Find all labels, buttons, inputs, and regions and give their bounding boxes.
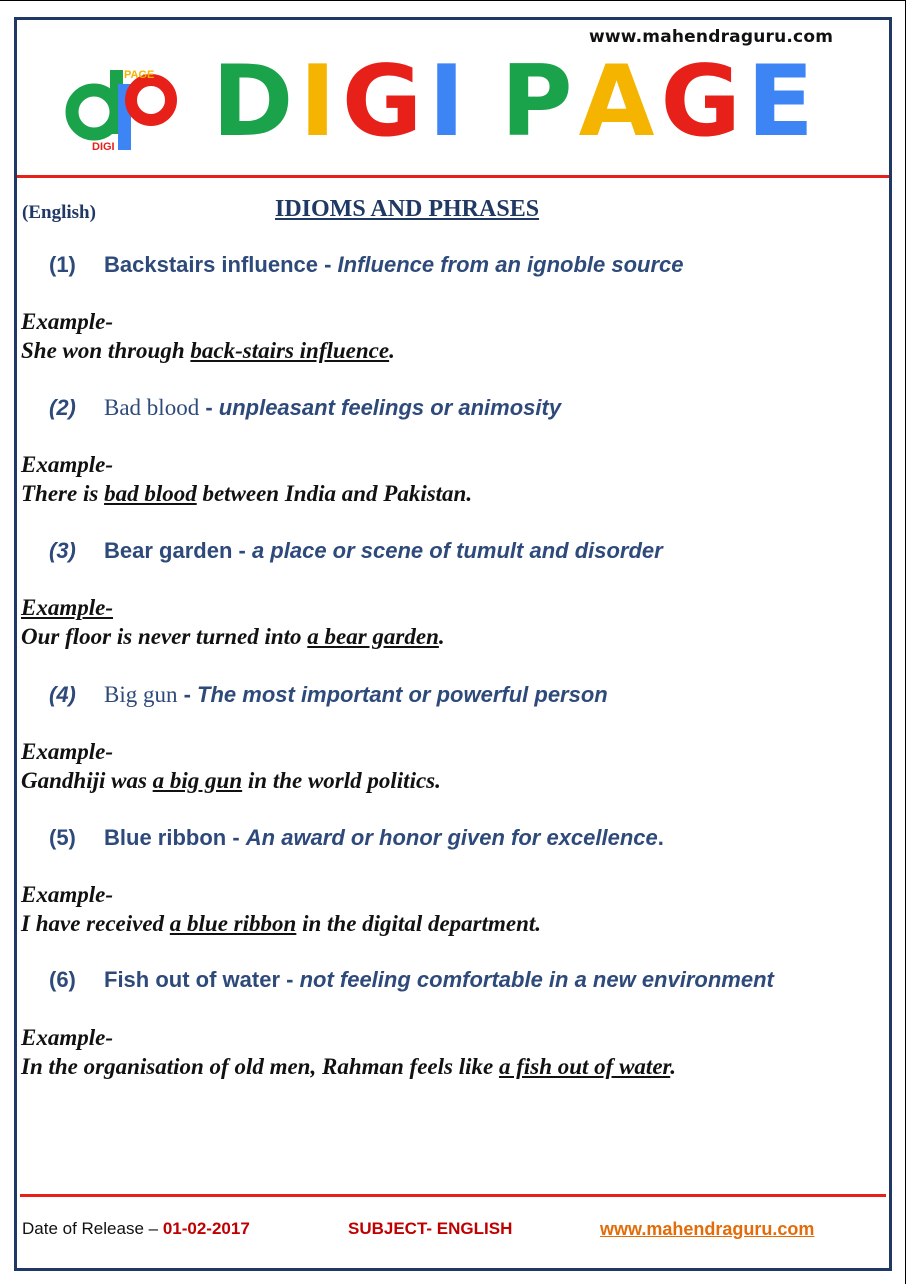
brand-letter: I	[299, 45, 342, 159]
sentence-after: .	[389, 338, 395, 363]
logo-graphic	[56, 66, 186, 152]
idiom-term: Bear garden	[104, 538, 233, 563]
example-label: Example-	[21, 882, 113, 907]
idiom-term: Blue ribbon	[104, 825, 227, 850]
sentence-highlight: a big gun	[152, 768, 243, 793]
idiom-separator: -	[317, 252, 338, 277]
date-label: Date of Release	[22, 1219, 144, 1238]
sentence-after: .	[670, 1054, 676, 1079]
sentence-after: in the world politics.	[242, 768, 441, 793]
date-value: 01-02-2017	[162, 1219, 250, 1238]
example-sentence	[21, 911, 541, 937]
idiom-meaning: An award or honor given for excellence	[245, 825, 658, 850]
sentence-after: in the digital department.	[296, 911, 542, 936]
sentence-before: She won through	[21, 338, 191, 363]
idiom-separator: -	[199, 395, 219, 420]
sentence-after: .	[438, 624, 445, 649]
header-divider	[17, 175, 889, 178]
idiom-number: (1)	[49, 252, 76, 277]
brand-letter: G	[660, 45, 747, 159]
idiom-number: (4)	[49, 682, 76, 707]
logo-bottom-text: DIGI	[92, 141, 115, 152]
idiom-meaning: a place or scene of tumult and disorder	[251, 538, 663, 563]
idiom-trailing-period: .	[657, 825, 664, 850]
brand-letter	[471, 52, 501, 152]
sentence-before: Gandhiji was	[21, 768, 153, 793]
idiom-meaning: The most important or powerful person	[197, 682, 608, 707]
idiom-term: Big gun	[104, 682, 178, 707]
sentence-before: There is	[21, 481, 105, 506]
sentence-highlight: a fish out of water	[498, 1054, 671, 1079]
example-label: Example-	[21, 1025, 113, 1050]
sentence-highlight: bad blood	[104, 481, 197, 506]
sentence-before: In the organisation of old men, Rahman feels like	[21, 1054, 499, 1079]
sentence-before: Our floor is never turned into	[21, 624, 308, 649]
digi-page-logo	[56, 66, 186, 152]
sentence-highlight: back-stairs influence	[190, 338, 390, 363]
idiom-heading	[49, 682, 608, 708]
idiom-heading	[49, 538, 663, 564]
brand-letter: E	[746, 45, 820, 159]
sentence-highlight: a blue ribbon	[169, 911, 297, 936]
sentence-after: between India and Pakistan.	[196, 481, 473, 506]
header-site-url[interactable]: www.mahendraguru.com	[589, 27, 834, 47]
idiom-heading	[49, 825, 664, 851]
sentence-highlight: a bear garden	[307, 624, 439, 649]
brand-letter: D	[212, 45, 300, 159]
idiom-separator: -	[280, 967, 300, 992]
idiom-term: Fish out of water	[104, 967, 280, 992]
idiom-term: Backstairs influence	[104, 252, 318, 277]
idiom-separator: -	[177, 682, 198, 707]
subject-tag: (English)	[22, 202, 96, 223]
idiom-meaning: not feeling comfortable in a new environment	[299, 967, 774, 992]
footer-subject: SUBJECT- ENGLISH	[348, 1219, 513, 1238]
idiom-number: (5)	[49, 825, 76, 850]
idiom-number: (3)	[49, 538, 76, 563]
date-separator: –	[143, 1219, 163, 1238]
example-label: Example-	[21, 452, 113, 477]
footer-divider	[20, 1194, 886, 1197]
brand-letter: A	[578, 45, 661, 159]
idiom-heading	[49, 395, 561, 421]
idiom-number: (6)	[49, 967, 76, 992]
idiom-meaning: unpleasant feelings or animosity	[218, 395, 562, 420]
brand-letter: I	[428, 45, 471, 159]
page-title: IDIOMS AND PHRASES	[275, 196, 540, 222]
idiom-heading	[49, 252, 684, 278]
sentence-before: I have received	[21, 911, 170, 936]
idiom-term: Bad blood	[104, 395, 200, 420]
example-label: Example-	[21, 595, 113, 620]
logo-top-text: PAGE	[124, 69, 155, 81]
example-label: Example-	[21, 739, 113, 764]
idiom-heading	[49, 967, 774, 993]
brand-letter: G	[341, 45, 429, 159]
footer-release-date	[22, 1219, 250, 1239]
example-sentence	[21, 338, 395, 364]
brand-title	[212, 45, 820, 159]
idiom-number: (2)	[49, 395, 76, 420]
idiom-separator: -	[226, 825, 246, 850]
idiom-separator: -	[232, 538, 252, 563]
example-sentence	[21, 481, 472, 507]
example-sentence	[21, 624, 445, 650]
example-sentence	[21, 1054, 676, 1080]
footer-site-link[interactable]: www.mahendraguru.com	[600, 1219, 815, 1239]
brand-letter: P	[500, 45, 579, 159]
example-sentence	[21, 768, 441, 794]
idiom-meaning: Influence from an ignoble source	[337, 252, 684, 277]
example-label: Example-	[21, 309, 113, 334]
